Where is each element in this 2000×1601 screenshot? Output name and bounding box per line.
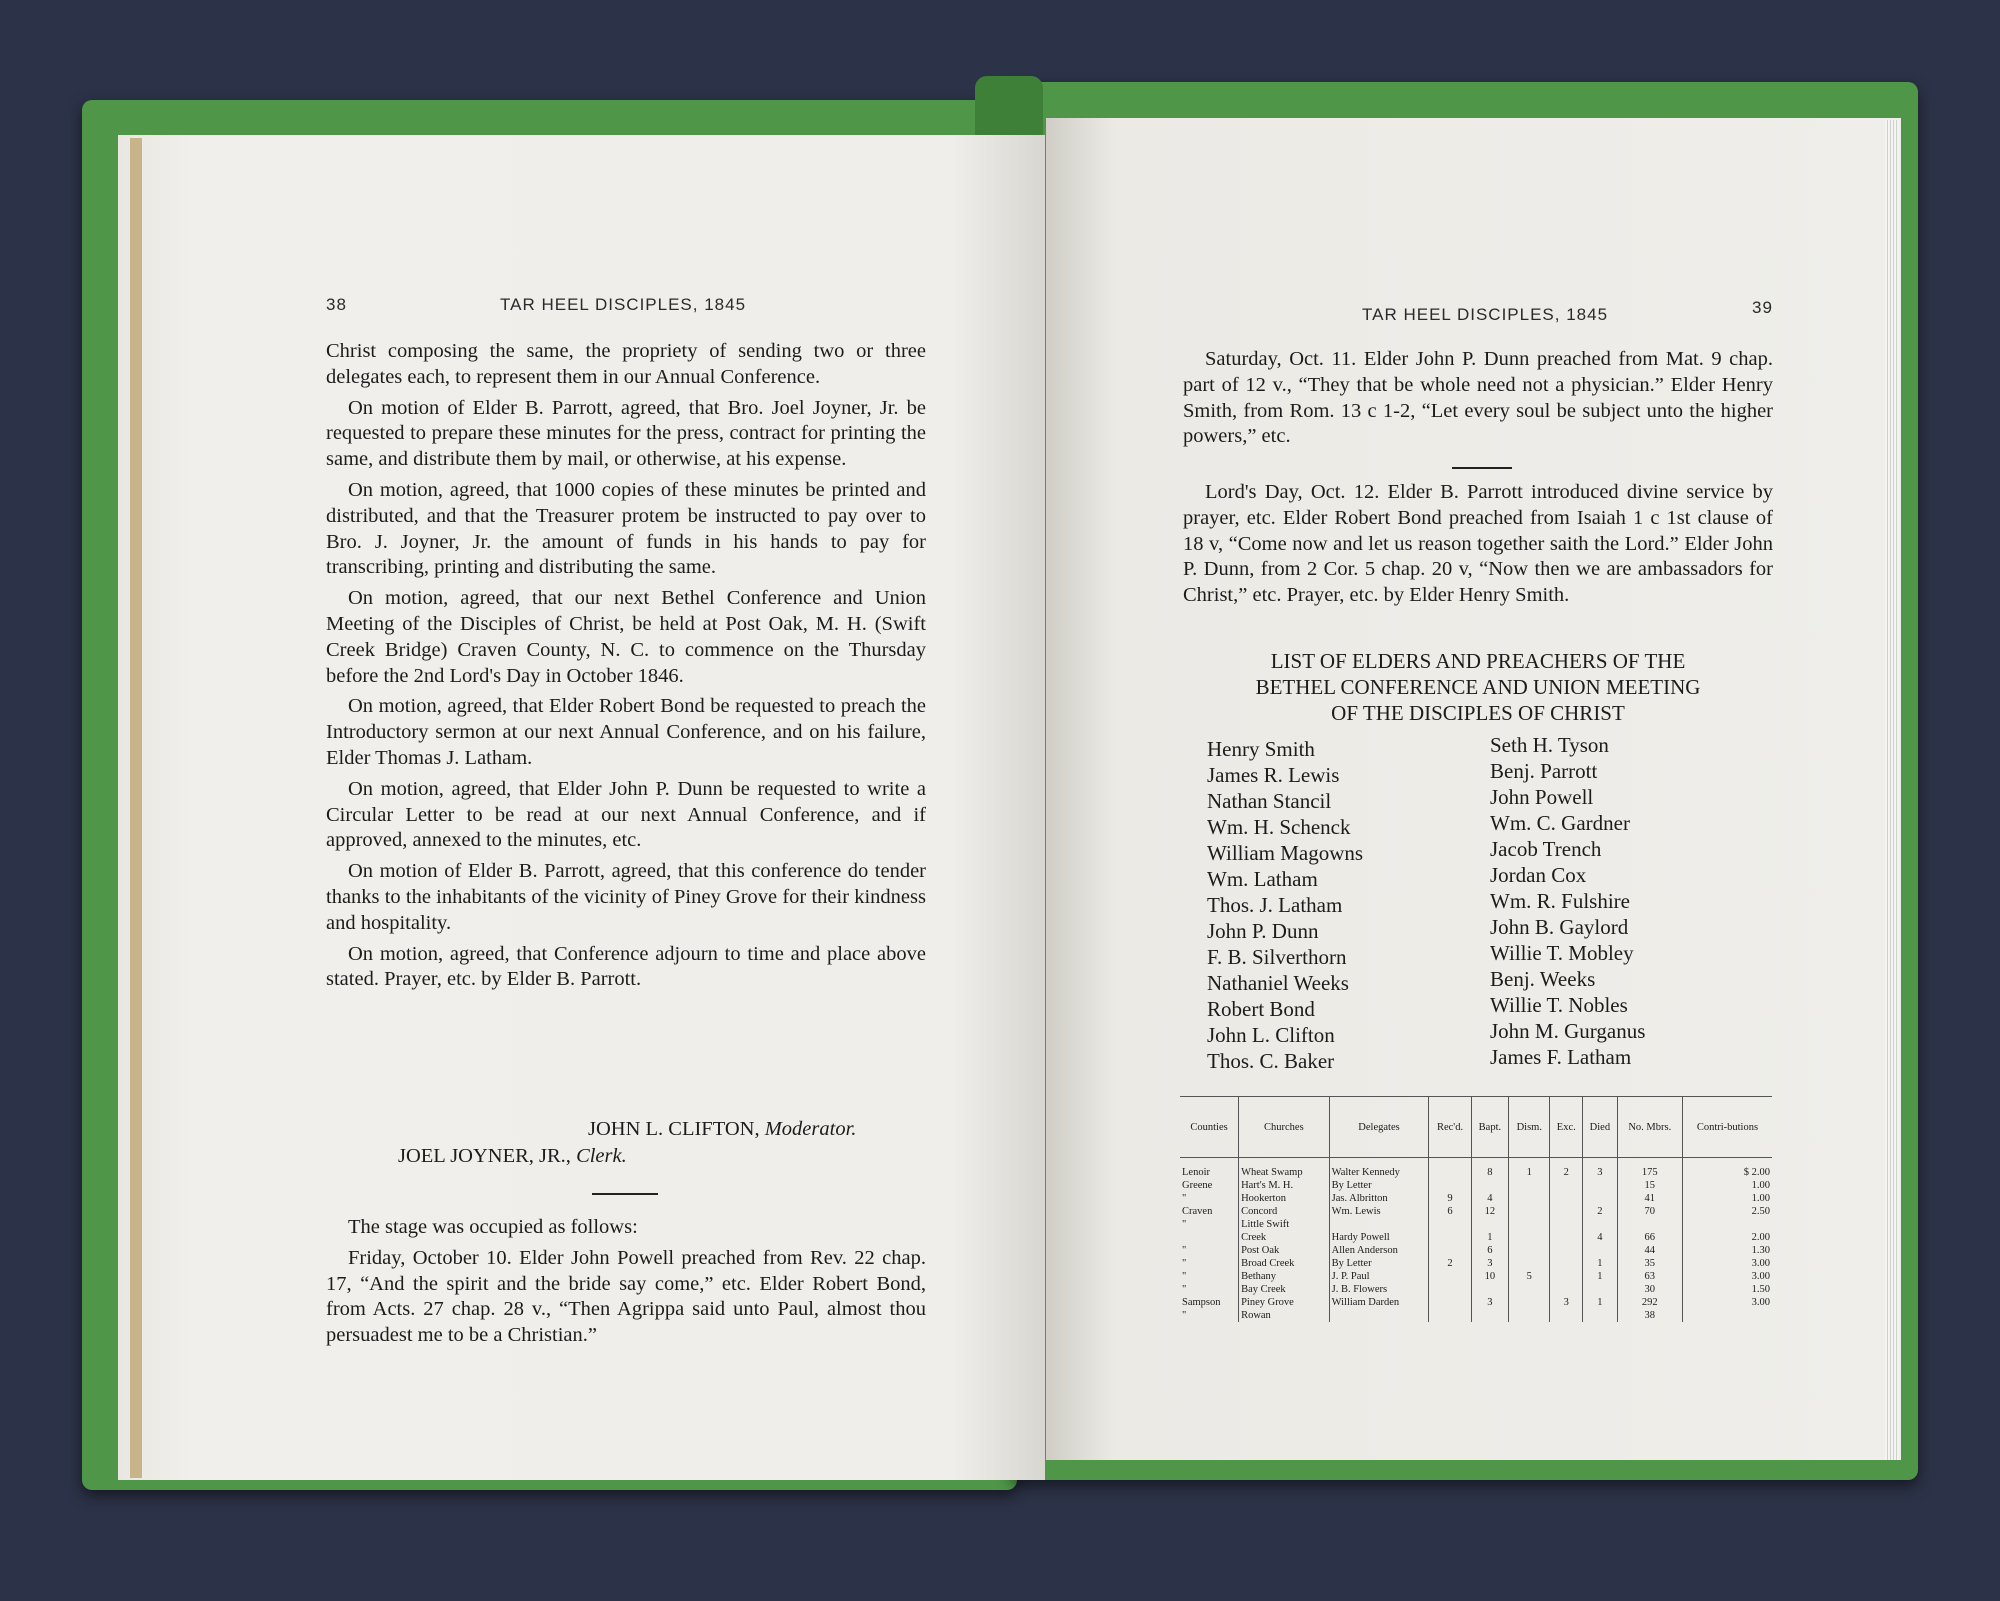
table-cell: Walter Kennedy <box>1329 1158 1429 1180</box>
stage-intro: The stage was occupied as follows: <box>348 1216 638 1238</box>
page-number-right: 39 <box>1752 298 1773 317</box>
table-cell: Bay Creek <box>1239 1283 1330 1296</box>
table-header-cell: Counties <box>1180 1097 1239 1158</box>
table-cell <box>1429 1283 1471 1296</box>
table-cell: Piney Grove <box>1239 1296 1330 1309</box>
table-row <box>1180 1257 1772 1270</box>
table-cell <box>1583 1218 1618 1231</box>
clerk-signature <box>398 1145 627 1168</box>
table-cell: 3.00 <box>1682 1296 1772 1309</box>
table-cell: Wheat Swamp <box>1239 1158 1330 1180</box>
table-cell: " <box>1182 1310 1187 1321</box>
table-cell <box>1583 1283 1618 1296</box>
list-title-line: OF THE DISCIPLES OF CHRIST <box>1331 701 1625 725</box>
table-row <box>1180 1270 1772 1283</box>
table-cell <box>1550 1309 1583 1322</box>
table-cell: 1.00 <box>1682 1192 1772 1205</box>
table-cell: 10 <box>1471 1270 1508 1283</box>
table-cell: 1 <box>1583 1270 1618 1283</box>
table-cell <box>1583 1179 1618 1192</box>
table-row <box>1180 1244 1772 1257</box>
table-cell: 66 <box>1617 1231 1682 1244</box>
table-cell <box>1682 1309 1772 1322</box>
table-cell: 3.00 <box>1682 1270 1772 1283</box>
list-title-line: BETHEL CONFERENCE AND UNION MEETING <box>1255 675 1701 699</box>
table-cell <box>1429 1218 1471 1231</box>
table-cell <box>1509 1205 1550 1218</box>
table-cell: 41 <box>1617 1192 1682 1205</box>
elder-name: Benj. Weeks <box>1490 967 1596 991</box>
table-cell <box>1509 1283 1550 1296</box>
table-cell <box>1471 1179 1508 1192</box>
table-cell <box>1509 1244 1550 1257</box>
table-cell: 2 <box>1429 1257 1471 1270</box>
table-cell <box>1583 1244 1618 1257</box>
table-cell <box>1429 1244 1471 1257</box>
table-cell: Post Oak <box>1239 1244 1330 1257</box>
table-cell: " <box>1182 1193 1187 1204</box>
table-header-cell: Died <box>1583 1097 1618 1158</box>
clerk-title: Clerk. <box>576 1145 627 1167</box>
table-cell <box>1429 1179 1471 1192</box>
table-cell <box>1429 1158 1471 1180</box>
elder-name: Robert Bond <box>1207 997 1315 1021</box>
elder-name: John B. Gaylord <box>1490 915 1629 939</box>
elder-name: Jacob Trench <box>1490 837 1602 861</box>
table-cell: 70 <box>1617 1205 1682 1218</box>
table-cell: Greene <box>1182 1180 1213 1191</box>
table-cell <box>1329 1218 1429 1231</box>
table-cell: Allen Anderson <box>1329 1244 1429 1257</box>
table-cell <box>1583 1309 1618 1322</box>
table-cell: 2.00 <box>1682 1231 1772 1244</box>
table-cell <box>1682 1218 1772 1231</box>
paragraph: On motion of Elder B. Parrott, agreed, that Bro. Joel Joyner, Jr. be requested to prepare these minutes for the press, contract for printing the same, and distribute them by mail, or otherwise, at his expense. <box>326 396 926 471</box>
table-cell: 2 <box>1583 1205 1618 1218</box>
table-cell: 9 <box>1429 1192 1471 1205</box>
elder-name: Wm. C. Gardner <box>1490 811 1630 835</box>
elder-name: Thos. C. Baker <box>1207 1049 1335 1073</box>
table-cell: Hart's M. H. <box>1239 1179 1330 1192</box>
table-header-cell: Dism. <box>1509 1097 1550 1158</box>
table-row <box>1180 1283 1772 1296</box>
section-divider <box>1452 467 1512 469</box>
table-cell <box>1550 1244 1583 1257</box>
table-cell <box>1550 1192 1583 1205</box>
table-cell: 1 <box>1471 1231 1508 1244</box>
table-row <box>1180 1296 1772 1309</box>
table-cell: Lenoir <box>1182 1167 1210 1178</box>
moderator-name: JOHN L. CLIFTON, <box>588 1118 760 1140</box>
table-cell <box>1617 1218 1682 1231</box>
elder-name: Willie T. Mobley <box>1490 941 1634 965</box>
elder-name: Willie T. Nobles <box>1490 993 1628 1017</box>
table-cell <box>1509 1179 1550 1192</box>
table-cell: By Letter <box>1329 1257 1429 1270</box>
elder-name: Wm. R. Fulshire <box>1490 889 1630 913</box>
table-cell <box>1550 1218 1583 1231</box>
table-cell: 35 <box>1617 1257 1682 1270</box>
table-cell: J. P. Paul <box>1329 1270 1429 1283</box>
table-row <box>1180 1179 1772 1192</box>
stage-text <box>326 1215 926 1354</box>
table-cell: 2 <box>1550 1158 1583 1180</box>
table-cell <box>1550 1231 1583 1244</box>
elder-name: Henry Smith <box>1207 737 1315 761</box>
statistics-table <box>1180 1096 1772 1322</box>
table-cell: 292 <box>1617 1296 1682 1309</box>
table-cell: Hookerton <box>1239 1192 1330 1205</box>
table-cell: Creek <box>1239 1231 1330 1244</box>
table-cell <box>1550 1283 1583 1296</box>
table-cell: 1.00 <box>1682 1179 1772 1192</box>
table-cell <box>1550 1270 1583 1283</box>
table-cell: 3 <box>1471 1257 1508 1270</box>
paragraph: On motion, agreed, that Elder Robert Bond be requested to preach the Introductory sermon at our next Annual Conference, and on his failure, Elder Thomas J. Latham. <box>326 695 926 769</box>
elder-name: James F. Latham <box>1490 1045 1632 1069</box>
paragraph: On motion, agreed, that Conference adjourn to time and place above stated. Prayer, etc. by Elder B. Parrott. <box>326 942 926 991</box>
table-cell: 3 <box>1583 1158 1618 1180</box>
elder-name: John Powell <box>1490 785 1594 809</box>
elder-name: Jordan Cox <box>1490 863 1587 887</box>
table-cell: Little Swift <box>1239 1218 1330 1231</box>
elder-name: James R. Lewis <box>1207 763 1340 787</box>
table-cell <box>1583 1192 1618 1205</box>
table-cell: 1 <box>1583 1257 1618 1270</box>
page-edges <box>1885 120 1899 1460</box>
stage-paragraph: Friday, October 10. Elder John Powell preached from Rev. 22 chap. 17, “And the spirit and the bride say come,” etc. Elder Robert Bond, from Acts. 27 chap. 28 v., “Then Agrippa said unto Paul, almost thou persuadest me to be a Christian.” <box>326 1246 926 1347</box>
elder-name: F. B. Silverthorn <box>1207 945 1347 969</box>
table-cell: 6 <box>1429 1205 1471 1218</box>
list-title-line: LIST OF ELDERS AND PREACHERS OF THE <box>1270 649 1686 673</box>
elder-name: John M. Gurganus <box>1490 1019 1646 1043</box>
table-cell: 1 <box>1583 1296 1618 1309</box>
table-cell: $ 2.00 <box>1682 1158 1772 1180</box>
table-cell <box>1509 1192 1550 1205</box>
table-cell <box>1509 1218 1550 1231</box>
elder-name: Nathaniel Weeks <box>1207 971 1349 995</box>
table-cell: 3 <box>1550 1296 1583 1309</box>
table-header-cell: Churches <box>1239 1097 1330 1158</box>
saturday-text <box>1183 347 1773 455</box>
paragraph: Christ composing the same, the propriety of sending two or three delegates each, to represent them in our Annual Conference. <box>326 340 926 388</box>
table-cell <box>1471 1309 1508 1322</box>
running-head-right: TAR HEEL DISCIPLES, 1845 <box>1362 305 1609 324</box>
elder-name: John P. Dunn <box>1207 919 1319 943</box>
table-cell: 1.30 <box>1682 1244 1772 1257</box>
elder-name: Wm. Latham <box>1207 867 1318 891</box>
table-row <box>1180 1218 1772 1231</box>
table-cell: 8 <box>1471 1158 1508 1180</box>
table-cell: 63 <box>1617 1270 1682 1283</box>
elders-list-left <box>1207 736 1363 1074</box>
section-divider <box>592 1193 658 1195</box>
table-row <box>1180 1309 1772 1322</box>
table-cell: 12 <box>1471 1205 1508 1218</box>
table-cell <box>1509 1309 1550 1322</box>
table-row <box>1180 1158 1772 1180</box>
left-body-text <box>326 339 926 998</box>
table-header-cell: No. Mbrs. <box>1617 1097 1682 1158</box>
saturday-paragraph: Saturday, Oct. 11. Elder John P. Dunn preached from Mat. 9 chap. part of 12 v., “They that be whole need not a physician.” Elder Henry Smith, from Rom. 13 c 1-2, “Let every soul be subject unto the higher powers,” etc. <box>1183 348 1773 448</box>
moderator-signature <box>588 1118 856 1141</box>
elder-name: Nathan Stancil <box>1207 789 1332 813</box>
clerk-name: JOEL JOYNER, JR., <box>398 1145 571 1167</box>
table-cell: Bethany <box>1239 1270 1330 1283</box>
table-cell: 38 <box>1617 1309 1682 1322</box>
table-header-cell: Exc. <box>1550 1097 1583 1158</box>
table-cell <box>1550 1205 1583 1218</box>
elder-name: Seth H. Tyson <box>1490 733 1609 757</box>
table-cell <box>1429 1270 1471 1283</box>
table-cell <box>1429 1296 1471 1309</box>
table-header-cell: Contri-butions <box>1682 1097 1772 1158</box>
table-cell: J. B. Flowers <box>1329 1283 1429 1296</box>
table-cell: 3.00 <box>1682 1257 1772 1270</box>
page-edge-strip <box>130 138 142 1478</box>
table-cell: Wm. Lewis <box>1329 1205 1429 1218</box>
table-cell <box>1180 1231 1239 1244</box>
page-number-left: 38 <box>326 295 347 314</box>
lords-day-text <box>1183 480 1773 614</box>
table-cell: 3 <box>1471 1296 1508 1309</box>
table-cell: Broad Creek <box>1239 1257 1330 1270</box>
table-cell: 4 <box>1583 1231 1618 1244</box>
table-header-row <box>1180 1097 1772 1158</box>
table-cell: " <box>1182 1219 1187 1230</box>
table-cell: 6 <box>1471 1244 1508 1257</box>
table-header-cell: Rec'd. <box>1429 1097 1471 1158</box>
elder-name: William Magowns <box>1207 841 1364 865</box>
table-row <box>1180 1192 1772 1205</box>
paragraph: On motion, agreed, that our next Bethel Conference and Union Meeting of the Disciples of Christ, be held at Post Oak, M. H. (Swift Creek Bridge) Craven County, N. C. to commence on the Thursday before the 2nd Lord's Day in October 1846. <box>326 587 926 687</box>
table-cell: 4 <box>1471 1192 1508 1205</box>
table-cell: Jas. Albritton <box>1329 1192 1429 1205</box>
elder-name: John L. Clifton <box>1207 1023 1335 1047</box>
elder-name: Thos. J. Latham <box>1207 893 1343 917</box>
lords-day-paragraph: Lord's Day, Oct. 12. Elder B. Parrott introduced divine service by prayer, etc. Elder Robert Bond preached from Isaiah 1 c 1st clause of 18 v, “Come now and let us reason together saith the Lord.” Elder John P. Dunn, from 2 Cor. 5 chap. 20 v, “Now then we are ambassadors for Christ,” etc. Prayer, etc. by Elder Henry Smith. <box>1183 481 1773 607</box>
elder-name: Benj. Parrott <box>1490 759 1598 783</box>
table-cell <box>1471 1283 1508 1296</box>
table-cell: 15 <box>1617 1179 1682 1192</box>
table-cell: " <box>1182 1271 1187 1282</box>
table-row <box>1180 1231 1772 1244</box>
table-cell: Concord <box>1239 1205 1330 1218</box>
table-cell: 1.50 <box>1682 1283 1772 1296</box>
table-cell: Sampson <box>1182 1297 1221 1308</box>
table-cell: Hardy Powell <box>1329 1231 1429 1244</box>
table-cell: Craven <box>1182 1206 1213 1217</box>
table-cell: William Darden <box>1329 1296 1429 1309</box>
paragraph: On motion, agreed, that 1000 copies of these minutes be printed and distributed, and that the Treasurer protem be instructed to pay over to Bro. J. Joyner, Jr. the amount of funds in his hands to pay for transcribing, printing and distributing the same. <box>326 478 926 579</box>
table-cell: 175 <box>1617 1158 1682 1180</box>
paragraph: On motion, agreed, that Elder John P. Dunn be requested to write a Circular Letter to be read at our next Annual Conference, and if approved, annexed to the minutes, etc. <box>326 777 926 852</box>
table-cell: " <box>1182 1258 1187 1269</box>
table-cell: " <box>1182 1245 1187 1256</box>
elders-list-title <box>1183 648 1773 726</box>
table-cell: 2.50 <box>1682 1205 1772 1218</box>
table-cell: By Letter <box>1329 1179 1429 1192</box>
elder-name: Wm. H. Schenck <box>1207 815 1351 839</box>
table-body <box>1180 1158 1772 1323</box>
elders-list-right <box>1490 732 1645 1070</box>
table-cell <box>1550 1257 1583 1270</box>
table-cell: 5 <box>1509 1270 1550 1283</box>
table-cell: 44 <box>1617 1244 1682 1257</box>
table-cell <box>1509 1257 1550 1270</box>
table-cell <box>1429 1231 1471 1244</box>
table-cell: 1 <box>1509 1158 1550 1180</box>
table-row <box>1180 1205 1772 1218</box>
table-cell <box>1329 1309 1429 1322</box>
table-header-cell: Bapt. <box>1471 1097 1508 1158</box>
table-cell <box>1429 1309 1471 1322</box>
table-cell <box>1509 1296 1550 1309</box>
table-cell: " <box>1182 1284 1187 1295</box>
table-cell <box>1550 1179 1583 1192</box>
book-spine <box>975 76 1043 136</box>
paragraph: On motion of Elder B. Parrott, agreed, that this conference do tender thanks to the inhabitants of the vicinity of Piney Grove for their kindness and hospitality. <box>326 860 926 934</box>
table-cell <box>1471 1218 1508 1231</box>
moderator-title: Moderator. <box>764 1118 857 1140</box>
table-header-cell: Delegates <box>1329 1097 1429 1158</box>
table-cell: 30 <box>1617 1283 1682 1296</box>
table-cell <box>1509 1231 1550 1244</box>
table-cell: Rowan <box>1239 1309 1330 1322</box>
running-head-left: TAR HEEL DISCIPLES, 1845 <box>500 295 747 314</box>
